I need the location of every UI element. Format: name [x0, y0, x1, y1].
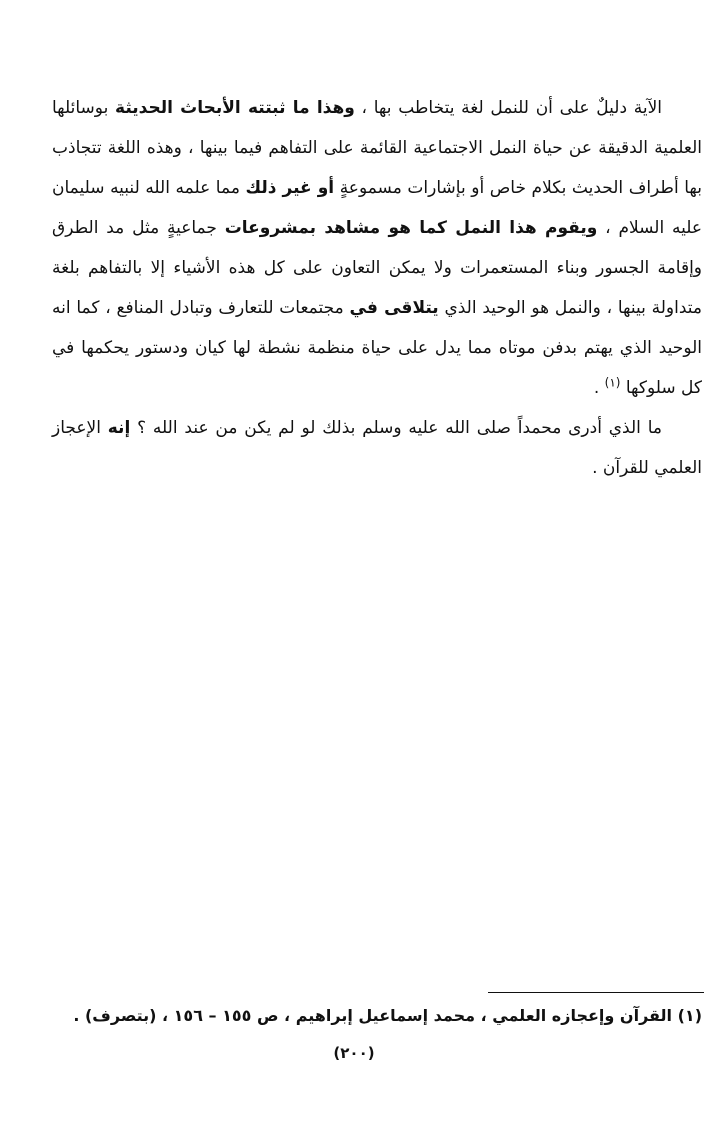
paragraph-1-bold-phrase-3: ويقوم هذا النمل كما هو مشاهد بمشروعات	[224, 218, 598, 238]
paragraph-1-text-middle-2: مما علمه الله لنبيه سليمان عليه السلام ،	[52, 178, 703, 238]
paragraph-1	[52, 88, 702, 408]
paragraph-1-text-middle-1: بوسائلها العلمية الدقيقة عن حياة النمل الاجتماعية القائمة على التفاهم فيما بينها ، وهذه اللغة تتجاذب بها أطراف الحديث بكلام خاص أو بإشارات مسموعةٍ	[52, 98, 702, 198]
paragraph-1-bold-phrase-2: أو غير ذلك	[245, 178, 335, 198]
paragraph-2-text-start: ما الذي أدرى محمداً صلى الله عليه وسلم بذلك لو لم يكن من عند الله ؟	[130, 418, 662, 438]
paragraph-1-bold-phrase-4: يتلاقى في	[349, 298, 439, 318]
paragraph-1-text-end: مجتمعات للتعارف وتبادل المنافع ، كما انه الوحيد الذي يهتم بدفن موتاه مما يدل على حياة منظمة نشطة لها كيان ودستور يحكمها في كل سلوكها	[52, 298, 702, 398]
paragraph-1-bold-phrase-1: وهذا ما ثبتته الأبحاث الحديثة	[115, 98, 355, 118]
page-number: (٢٠٠)	[333, 1044, 375, 1062]
paragraph-1-tail: .	[593, 378, 605, 398]
paragraph-2	[52, 408, 702, 488]
paragraph-2-text-end: الإعجاز العلمي للقرآن .	[52, 418, 702, 478]
paragraph-1-text-middle-3: جماعيةٍ مثل مد الطرق وإقامة الجسور وبناء المستعمرات ولا يمكن التعاون على كل هذه الأشياء إلا بالتفاهم بلغة متداولة بينها ، والنمل هو الوحيد الذي	[52, 218, 703, 318]
footnote: (١) القرآن وإعجازه العلمي ، محمد إسماعيل إبراهيم ، ص ١٥٥ – ١٥٦ ، (بتصرف) .	[73, 1006, 702, 1025]
footnote-divider	[488, 992, 704, 993]
paragraph-2-bold-phrase: إنه	[107, 418, 131, 438]
paragraph-1-text-start: الآية دليلٌ على أن للنمل لغة يتخاطب بها ،	[354, 98, 662, 118]
main-text-block	[52, 88, 702, 488]
footnote-reference-mark[interactable]: (١)	[604, 375, 621, 390]
